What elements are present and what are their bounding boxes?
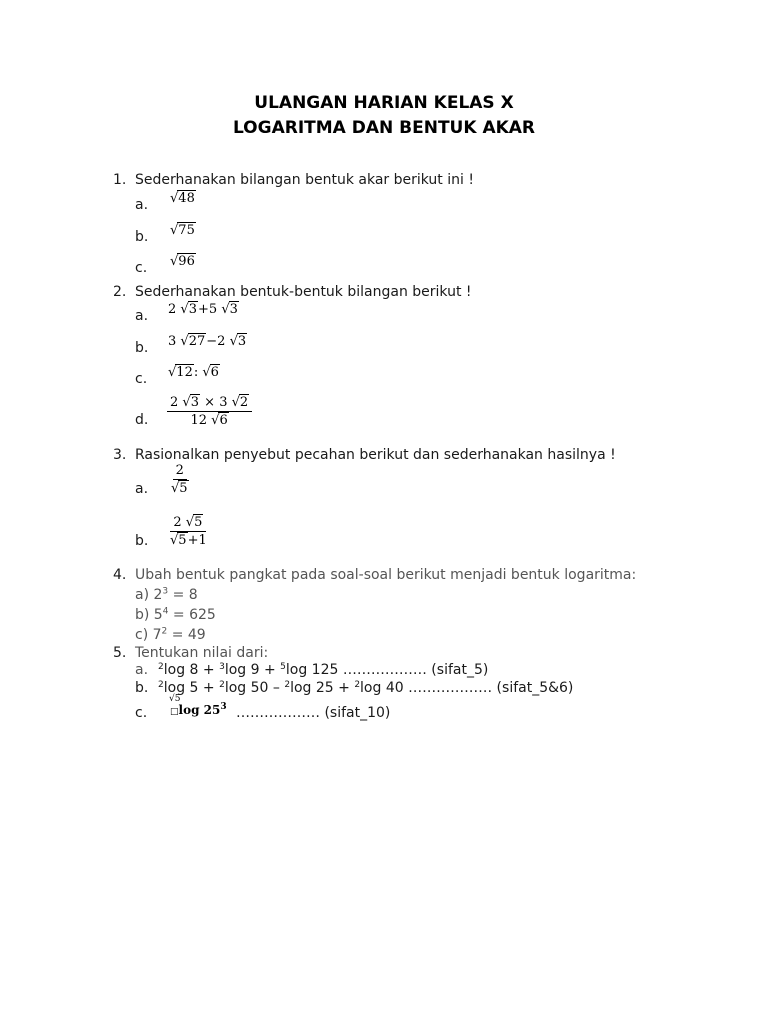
fraction-expression: $\frac{2}{√5}$ [171,463,188,496]
item-letter: a. [135,197,149,213]
item-letter: b. [135,340,149,356]
list-item: b) $5^4 = 625$ [135,606,216,623]
answer-dots: ……………… (sifat_10) [236,705,391,721]
radical-expression: √96 [170,254,195,269]
fraction-expression: $\frac{2 √5}{√5+1}$ [170,515,207,548]
item-letter: c. [135,371,148,387]
math-expression: 2 √3+5 √3 [168,302,238,317]
item-letter: a. [135,481,149,497]
log-expression: □log $25^3$ [170,702,227,717]
question-text: Tentukan nilai dari: [135,645,269,661]
item-letter: a. [135,662,149,678]
question-number: 2. [113,284,127,300]
question-number: 1. [113,172,127,188]
item-letter: b. [135,533,149,549]
list-item: a) $2^3 = 8$ [135,586,198,603]
math-expression: √12: √6 [168,365,219,380]
log-expression: $^2$log 8 + $^3$log 9 + $^5$log 125 ……………… (sifat_5) [158,662,489,678]
question-number: 4. [113,567,127,583]
page-title-line-2: LOGARITMA DAN BENTUK AKAR [232,118,536,138]
log-base: √5 [169,694,181,704]
item-letter: b. [135,229,149,245]
question-text: Ubah bentuk pangkat pada soal-soal berikut menjadi bentuk logaritma: [135,567,637,583]
question-text: Rasionalkan penyebut pecahan berikut dan sederhanakan hasilnya ! [135,447,616,463]
item-letter: c. [135,705,148,721]
question-number: 3. [113,447,127,463]
item-letter: a. [135,308,149,324]
math-expression: 3 √27−2 √3 [168,334,247,349]
question-text: Sederhanakan bilangan bentuk akar berikut ini ! [135,172,474,188]
item-letter: d. [135,412,149,428]
question-text: Sederhanakan bentuk-bentuk bilangan berikut ! [135,284,472,300]
item-letter: c. [135,260,148,276]
log-expression: $^2$log 5 + $^2$log 50 – $^2$log 25 + $^2$log 40 ……………… (sifat_5&6) [158,680,574,696]
radical-expression: √75 [170,223,195,238]
list-item: c) $7^2 = 49$ [135,626,206,643]
question-number: 5. [113,645,127,661]
page-title-line-1: ULANGAN HARIAN KELAS X [254,93,514,113]
fraction-expression: $\frac{2 √3 \times 3 √2}{12 √6}$ [167,395,252,428]
item-letter: b. [135,680,149,696]
radical-expression: √48 [170,191,195,206]
